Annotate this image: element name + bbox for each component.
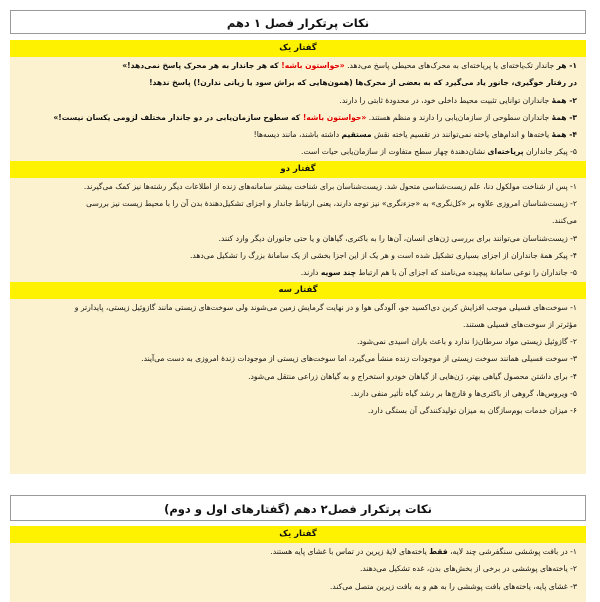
section-header-part1: گفتار یک [10,40,586,57]
note-line: ۲- همهٔ جانداران توانایی تثبیت محیط داخلی خود، در محدودهٔ ثابتی را دارند. [339,95,577,105]
note-line: ۳- همهٔ جانداران سطوحی از سازمان‌یابی را دارند و منظم هستند. «حواستون باشه! که سطوح سازمان‌یابی در دو جاندار مختلف لزومی یکسان نیست!» [53,112,577,122]
note-line: ۵- پیکر جانداران پریاخته‌ای نشان‌دهندهٔ چهار سطح متفاوت از سازمان‌یابی حیات است. [301,147,577,157]
note-line: ۱- سوخت‌های فسیلی موجب افزایش کربن دی‌اکسید جو، آلودگی هوا و در نهایت گرمایش زمین می‌شوند ولی سوخت‌های زیستی مانند گازوئیل زیستی، پایدارتر و [74,302,577,312]
note-line: ۱- پس از شناخت مولکول دنا، علم زیست‌شناسی متحول شد. زیست‌شناسان برای شناخت بیشتر سامانه‌های زنده از اطلاعات دیگر رشته‌ها نیز کمک می‌گیرند. [83,181,577,191]
section-header-part3: گفتار سه [10,282,586,299]
note-line: ۵- جانداران را نوعی سامانهٔ پیچیده می‌نامند که اجزای آن با هم ارتباط چند سویه دارند. [300,268,577,278]
note-line: ۴- همهٔ یاخته‌ها و اندام‌های یاخته نمی‌توانند در تقسیم یاخته نقش مستقیم داشته باشند، مانند دیسه‌ها! [253,130,577,140]
note-line: ۱- هر جاندار تک‌یاخته‌ای یا پریاخته‌ای به محرک‌های محیطی پاسخ می‌دهد. «حواستون باشه! که هر جاندار به هر محرک پاسخ نمی‌دهد!» [122,61,577,70]
note-line: ۳- سوخت فسیلی همانند سوخت زیستی از موجودات زنده منشأ می‌گیرد، اما سوخت‌های زیستی از موجودات زندهٔ امروزی به دست می‌آیند. [141,354,577,364]
note-line: ۵- ویروس‌ها، گروهی از باکتری‌ها و قارچ‌ها بر رشد گیاه تأثیر منفی دارند. [350,389,577,399]
section-header-ch2-part1: گفتار یک [10,526,586,543]
note-line: ۱- در بافت پوششی سنگفرشی چند لایه، فقط یاخته‌های لایهٔ زیرین در تماس با غشای پایه هستند. [270,547,577,556]
note-line: در رفتار خوگیری، جانور یاد می‌گیرد که به بعضی از محرک‌ها (همون‌هایی که براش سود یا زیانی ندارن!) پاسخ ندهد! [149,78,577,88]
chapter1-title: نکات پرتکرار فصل ۱ دهم [10,10,586,34]
chapter1-notes [10,40,586,474]
note-line: ۳- زیست‌شناسان می‌توانند برای بررسی ژن‌های انسان، آن‌ها را به باکتری، گیاهان و یا حتی جانوران دیگر وارد کنند. [218,233,577,243]
chapter2-title: نکات پرتکرار فصل۲ دهم (گفتارهای اول و دوم) [10,495,586,521]
note-line: مؤثرتر از سوخت‌های فسیلی هستند. [462,319,577,329]
note-line: ۳- غشای پایه، یاخته‌های بافت پوششی را به هم و به بافت زیرین متصل می‌کند. [329,581,577,591]
chapter2-notes [10,526,586,602]
note-line: ۲- گازوئیل زیستی مواد سرطان‌زا ندارد و باعث باران اسیدی نمی‌شود. [356,337,577,347]
note-line: ۴- برای داشتن محصول گیاهی بهتر، ژن‌هایی از گیاهان خودرو استخراج و به گیاهان زراعی منتقل می‌شود. [248,371,577,381]
note-line: ۶- میزان خدمات بوم‌سازگان به میزان تولیدکنندگی آن بستگی دارد. [367,406,577,416]
note-line: ۲- زیست‌شناسان امروزی علاوه بر «کل‌نگری» به «جزءنگری» نیز توجه دارند، یعنی ارتباط جاندار و اجزای تشکیل‌دهندهٔ بدن آن را با محیط زیست نیز بررسی [86,199,577,209]
note-line: می‌کنند. [552,216,577,226]
note-line: ۲- یاخته‌های پوششی در برخی از بخش‌های بدن، غده تشکیل می‌دهند. [360,564,577,574]
section-header-part2: گفتار دو [10,161,586,178]
note-line: ۴- پیکر همهٔ جانداران از اجزای بسیاری تشکیل شده است و هر یک از این اجزا بخشی از یک سامانهٔ بزرگ را تشکیل می‌دهد. [189,250,577,260]
